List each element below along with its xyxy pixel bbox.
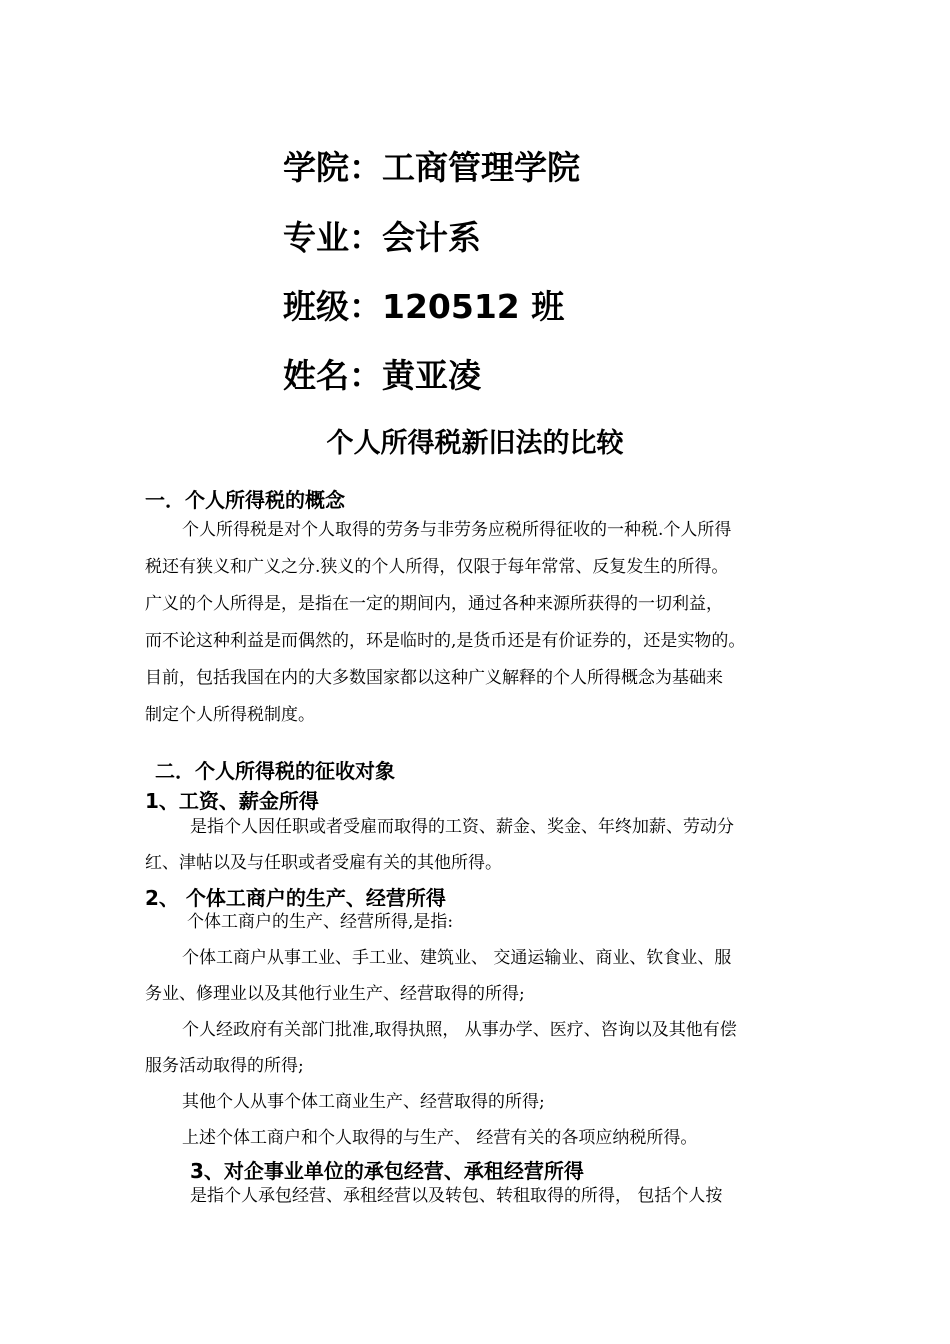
sub1-line: 是指个人因任职或者受雇而取得的工资、薪金、奖金、年终加薪、劳动分	[190, 817, 734, 837]
info-name: 姓名：黄亚凌	[283, 356, 481, 395]
info-class: 班级：120512 班	[283, 287, 565, 326]
section1-heading: 一．个人所得税的概念	[145, 488, 345, 512]
info-major: 专业：会计系	[283, 218, 481, 257]
section1-line: 目前，包括我国在内的大多数国家都以这种广义解释的个人所得概念为基础来	[145, 668, 723, 688]
sub2-line: 个体工商户从事工业、手工业、建筑业、 交通运输业、商业、钦食业、服	[182, 948, 732, 968]
sub3-heading: 3、对企事业单位的承包经营、承租经营所得	[190, 1159, 584, 1183]
section1-line: 制定个人所得税制度。	[145, 705, 315, 725]
section1-line: 而不论这种利益是而偶然的，环是临时的,是货币还是有价证券的，还是实物的。	[145, 631, 746, 651]
sub1-heading: 1、工资、薪金所得	[145, 789, 319, 813]
document-title: 个人所得税新旧法的比较	[326, 428, 624, 459]
sub2-line: 上述个体工商户和个人取得的与生产、 经营有关的各项应纳税所得。	[182, 1128, 698, 1148]
sub1-line: 红、津帖以及与任职或者受雇有关的其他所得。	[145, 853, 502, 873]
sub2-line: 个人经政府有关部门批准,取得执照， 从事办学、医疗、咨询以及其他有偿	[182, 1020, 737, 1040]
sub2-line: 服务活动取得的所得;	[145, 1056, 304, 1076]
section1-line: 广义的个人所得是，是指在一定的期间内，通过各种来源所获得的一切利益，	[145, 594, 723, 614]
section1-line: 个人所得税是对个人取得的劳务与非劳务应税所得征收的一种税.个人所得	[182, 520, 732, 540]
section1-line: 税还有狭义和广义之分.狭义的个人所得，仅限于每年常常、反复发生的所得。	[145, 557, 729, 577]
info-college: 学院：工商管理学院	[283, 148, 580, 187]
section2-heading: 二．个人所得税的征收对象	[155, 759, 395, 783]
sub2-line: 务业、修理业以及其他行业生产、经营取得的所得;	[145, 984, 525, 1004]
sub2-line: 其他个人从事个体工商业生产、经营取得的所得;	[182, 1092, 545, 1112]
sub2-heading: 2、 个体工商户的生产、经营所得	[145, 886, 446, 910]
sub3-line: 是指个人承包经营、承租经营以及转包、转租取得的所得， 包括个人按	[190, 1186, 723, 1206]
sub2-line: 个体工商户的生产、经营所得,是指:	[187, 912, 454, 932]
